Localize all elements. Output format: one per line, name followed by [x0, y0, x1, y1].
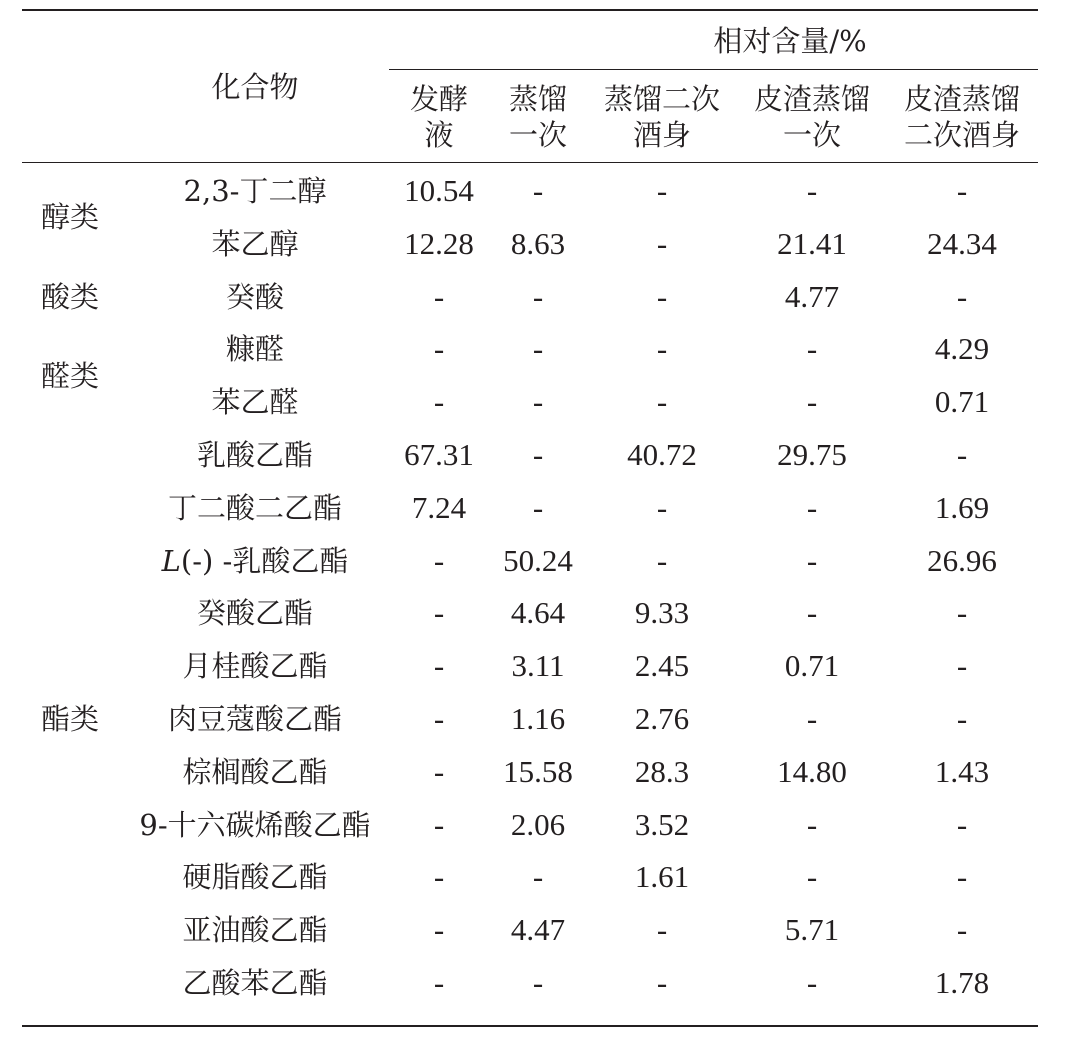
value-cell: -	[532, 173, 544, 208]
value-cell: -	[656, 225, 668, 261]
category-label: 醇类	[40, 200, 99, 235]
category-label: 醛类	[40, 358, 99, 393]
compound-name: 丁二酸二乙酯	[167, 490, 342, 525]
compound-name: 硬脂酸乙酯	[182, 860, 328, 895]
column-header-2-line-1: 蒸馏	[508, 82, 567, 116]
header-bottom-rule	[22, 162, 1038, 163]
value-cell: -	[433, 331, 445, 367]
value-cell: -	[956, 173, 968, 208]
column-header-1-line-2: 液	[424, 118, 454, 152]
category-label: 酸类	[40, 279, 99, 314]
compound-name: 糠醛	[225, 332, 284, 367]
value-cell: -	[956, 595, 968, 631]
value-cell: 0.71	[784, 648, 840, 684]
value-cell: -	[956, 859, 968, 895]
value-cell: -	[806, 806, 818, 842]
value-cell: 26.96	[927, 542, 997, 578]
compound-name: 亚油酸乙酯	[182, 913, 328, 948]
value-cell: 15.58	[503, 753, 573, 789]
category-label: 酯类	[40, 702, 99, 736]
value-cell: 1.78	[934, 965, 990, 1000]
value-cell: -	[433, 278, 445, 314]
value-cell: 40.72	[627, 437, 697, 472]
value-cell: -	[806, 701, 818, 736]
compound-name: 肉豆蔻酸乙酯	[167, 702, 342, 736]
value-cell: -	[433, 384, 445, 420]
compound-name: 癸酸	[225, 279, 284, 314]
value-cell: 3.11	[511, 648, 565, 684]
value-cell: 9.33	[634, 595, 690, 631]
value-cell: -	[806, 173, 818, 208]
value-cell: -	[956, 806, 968, 842]
value-cell: -	[956, 701, 968, 736]
value-cell: 21.41	[777, 225, 847, 261]
value-cell: -	[806, 595, 818, 631]
value-cell: 29.75	[777, 437, 847, 472]
value-cell: -	[532, 278, 544, 314]
value-cell: 8.63	[510, 225, 566, 261]
value-cell: -	[532, 437, 544, 472]
value-cell: 28.3	[634, 753, 690, 789]
value-cell: 3.52	[634, 806, 690, 842]
value-cell: -	[656, 173, 668, 208]
value-cell: -	[532, 384, 544, 420]
value-cell: 5.71	[784, 912, 840, 948]
value-cell: -	[433, 701, 445, 736]
value-cell: -	[806, 384, 818, 420]
column-header-3-line-2: 酒身	[632, 118, 691, 152]
value-cell: 2.06	[510, 806, 566, 842]
value-cell: -	[433, 542, 445, 578]
value-cell: -	[532, 965, 544, 1000]
compound-name: 苯乙醇	[211, 226, 299, 261]
value-cell: 4.47	[510, 912, 566, 948]
value-cell: 1.61	[634, 859, 690, 895]
compound-name: 9-十六碳烯酸乙酯	[139, 807, 371, 842]
compound-name: 乙酸苯乙酯	[182, 966, 328, 1000]
value-cell: 1.69	[934, 489, 990, 525]
compound-name: 苯乙醛	[211, 385, 299, 420]
value-cell: -	[433, 859, 445, 895]
value-cell: 4.77	[784, 278, 840, 314]
value-cell: -	[806, 331, 818, 367]
value-cell: 2.45	[634, 648, 690, 684]
compound-column-header: 化合物	[211, 70, 299, 104]
value-cell: -	[806, 859, 818, 895]
value-cell: 4.29	[934, 331, 990, 367]
compound-name: 棕榈酸乙酯	[182, 754, 328, 789]
value-cell: -	[956, 912, 968, 948]
column-header-5-line-2: 二次酒身	[903, 118, 1020, 152]
value-cell: -	[433, 912, 445, 948]
bottom-rule	[22, 1025, 1038, 1027]
compound-name: 癸酸乙酯	[196, 596, 313, 631]
top-rule	[22, 9, 1038, 11]
value-cell: -	[806, 489, 818, 525]
value-cell: -	[433, 806, 445, 842]
value-cell: 50.24	[503, 542, 573, 578]
value-cell: 24.34	[927, 225, 997, 261]
relative-content-group-header: 相对含量/%	[713, 24, 867, 58]
value-cell: -	[806, 542, 818, 578]
value-cell: -	[656, 542, 668, 578]
value-cell: -	[433, 965, 445, 1000]
value-cell: 1.43	[934, 753, 990, 789]
value-cell: -	[806, 965, 818, 1000]
value-cell: -	[532, 331, 544, 367]
value-cell: 67.31	[404, 437, 474, 472]
value-cell: 1.16	[510, 701, 566, 736]
value-cell: -	[532, 489, 544, 525]
compound-name: 乳酸乙酯	[196, 438, 313, 472]
value-cell: -	[656, 331, 668, 367]
compound-name-rest: (-) -乳酸乙酯	[180, 543, 349, 578]
value-cell: 4.64	[510, 595, 566, 631]
group-header-rule	[389, 69, 1038, 70]
value-cell: -	[956, 278, 968, 314]
value-cell: -	[956, 437, 968, 472]
column-header-3-line-1: 蒸馏二次	[603, 82, 720, 116]
compound-name: 2,3-丁二醇	[183, 174, 327, 208]
column-header-5-line-1: 皮渣蒸馏	[903, 82, 1020, 116]
value-cell: 7.24	[411, 489, 467, 525]
value-cell: -	[656, 965, 668, 1000]
column-header-4-line-2: 一次	[782, 118, 841, 152]
value-cell: -	[433, 753, 445, 789]
value-cell: -	[656, 384, 668, 420]
value-cell: 2.76	[634, 701, 690, 736]
value-cell: -	[956, 648, 968, 684]
compound-name: 月桂酸乙酯	[182, 649, 328, 684]
value-cell: 0.71	[934, 384, 990, 420]
column-header-2-line-2: 一次	[508, 118, 567, 152]
column-header-4-line-1: 皮渣蒸馏	[753, 82, 870, 116]
value-cell: -	[656, 278, 668, 314]
value-cell: -	[433, 595, 445, 631]
compound-name-prefix: L	[161, 543, 181, 578]
value-cell: -	[433, 648, 445, 684]
value-cell: 14.80	[777, 753, 847, 789]
compound-name	[120, 544, 390, 578]
value-cell: -	[532, 859, 544, 895]
value-cell: 10.54	[404, 173, 474, 208]
value-cell: 12.28	[404, 225, 474, 261]
value-cell: -	[656, 912, 668, 948]
column-header-1-line-1: 发酵	[409, 82, 468, 116]
value-cell: -	[656, 489, 668, 525]
